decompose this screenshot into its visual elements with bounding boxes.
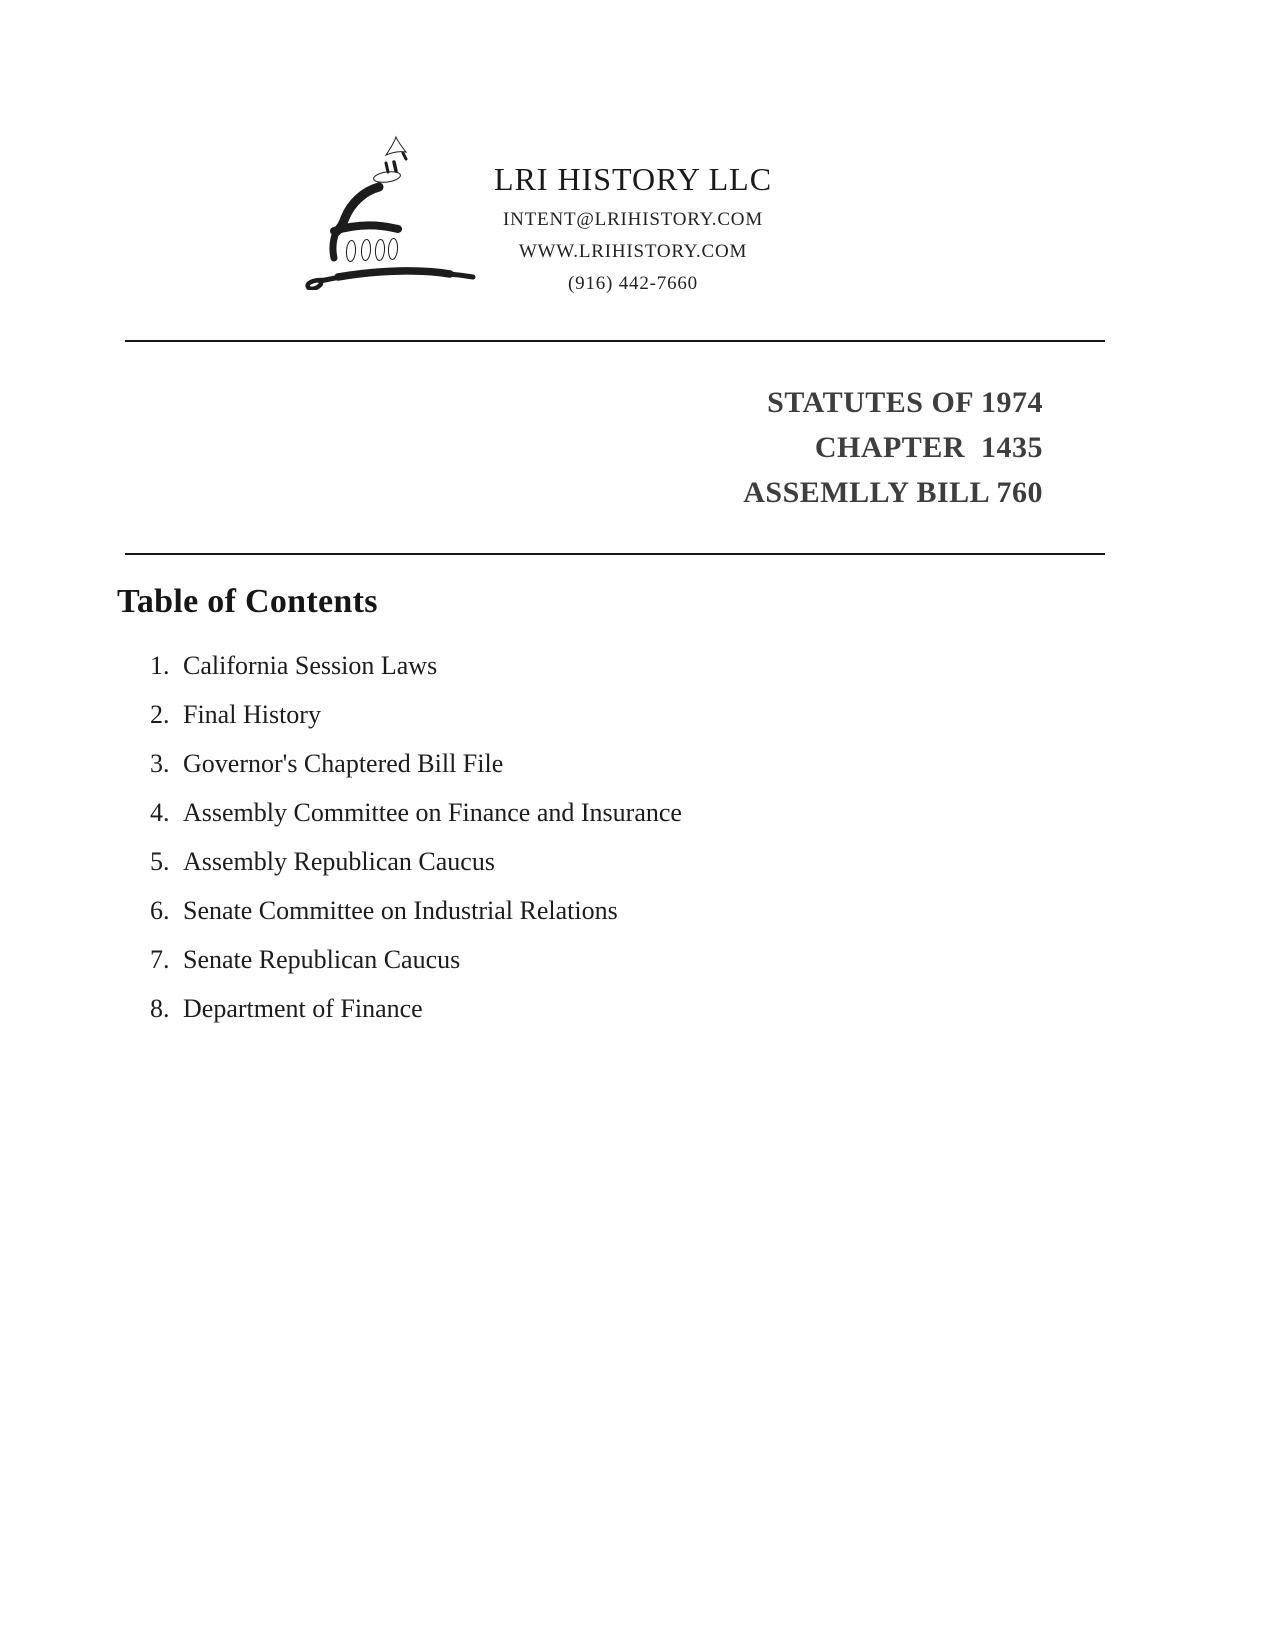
toc-item-label: Department of Finance — [183, 994, 423, 1023]
toc-item-label: Senate Committee on Industrial Relations — [183, 896, 618, 925]
statute-reference-line: CHAPTER 1435 — [814, 431, 1043, 464]
company-email: INTENT@LRIHISTORY.COM — [502, 209, 764, 230]
company-name: LRI HISTORY LLC — [493, 161, 773, 197]
toc-item-number: 5. — [150, 847, 170, 876]
toc-item-number: 1. — [150, 651, 170, 680]
horizontal-rule-top — [125, 340, 1105, 342]
toc-item-label: Final History — [183, 700, 321, 729]
toc-item — [150, 653, 682, 679]
company-phone: (916) 442-7660 — [568, 273, 698, 294]
toc-item-number: 8. — [150, 994, 170, 1023]
toc-list — [150, 653, 682, 1045]
toc-item — [150, 898, 682, 924]
toc-item-number: 4. — [150, 798, 170, 827]
toc-title: Table of Contents — [117, 583, 378, 620]
toc-item — [150, 996, 682, 1022]
statute-reference-line: STATUTES OF 1974 — [767, 386, 1043, 419]
toc-item-number: 2. — [150, 700, 170, 729]
toc-item — [150, 947, 682, 973]
horizontal-rule-bottom — [125, 553, 1105, 555]
letterhead — [450, 159, 816, 300]
toc-item-label: California Session Laws — [183, 651, 438, 680]
toc-item-label: Assembly Republican Caucus — [183, 847, 495, 876]
toc-item — [150, 702, 682, 728]
statute-reference-block — [743, 380, 1043, 515]
toc-item-label: Assembly Committee on Finance and Insurance — [183, 798, 682, 827]
toc-item-number: 6. — [150, 896, 170, 925]
toc-item-number: 3. — [150, 749, 170, 778]
toc-item-number: 7. — [150, 945, 170, 974]
toc-item — [150, 849, 682, 875]
toc-item-label: Governor's Chaptered Bill File — [183, 749, 504, 778]
toc-item-label: Senate Republican Caucus — [183, 945, 461, 974]
toc-item — [150, 800, 682, 826]
toc-item — [150, 751, 682, 777]
statute-reference-line: ASSEMLLY BILL 760 — [743, 476, 1043, 509]
company-website: WWW.LRIHISTORY.COM — [518, 241, 748, 262]
